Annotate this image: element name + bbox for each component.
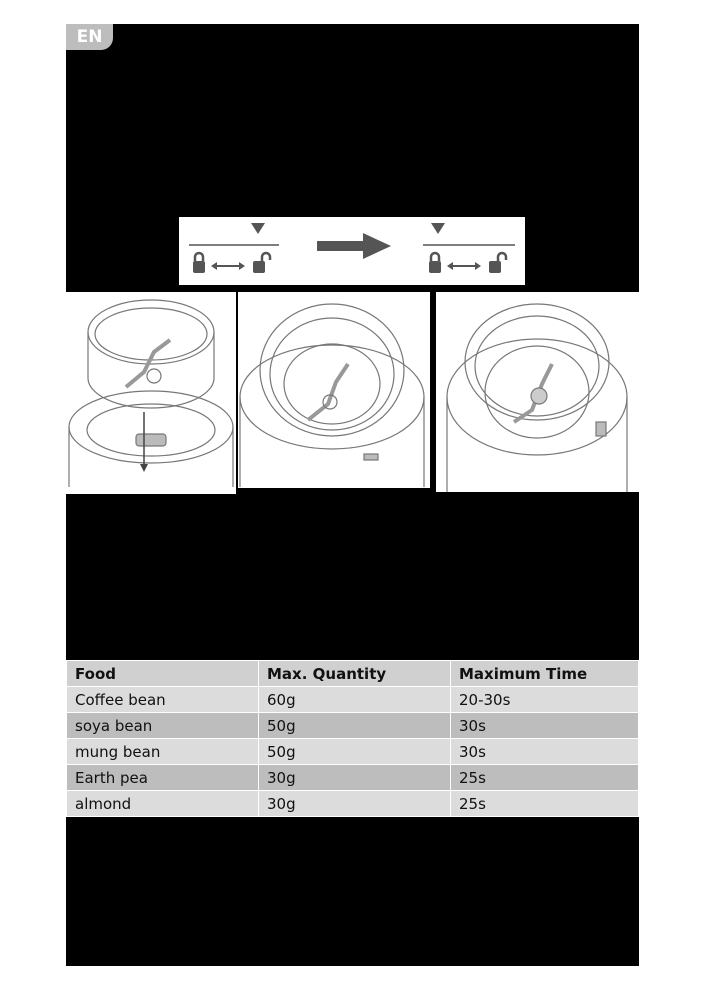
grinder-photo-insert (66, 292, 236, 494)
double-arrow-icon (211, 262, 245, 270)
table-cell: 30s (451, 739, 639, 765)
table-cell: 30g (259, 765, 451, 791)
grinder-photos (66, 292, 639, 492)
table-cell: 60g (259, 687, 451, 713)
table-cell: almond (67, 791, 259, 817)
table-row (67, 713, 639, 739)
table-row (67, 791, 639, 817)
triangle-marker-icon (431, 223, 445, 234)
table-cell: 20-30s (451, 687, 639, 713)
triangle-marker-icon (251, 223, 265, 234)
table-cell: mung bean (67, 739, 259, 765)
grinder-locked-illustration (436, 292, 639, 492)
unlock-icon (489, 253, 506, 273)
table-cell: Coffee bean (67, 687, 259, 713)
table-row (67, 739, 639, 765)
food-table (66, 660, 639, 817)
table-cell: 25s (451, 765, 639, 791)
grinder-photo-locked (436, 292, 639, 492)
lock-diagram-svg (179, 217, 525, 285)
lock-icon (429, 253, 441, 273)
grinder-photo-inserted (238, 292, 430, 488)
language-badge: EN (66, 24, 113, 50)
lock-icon (193, 253, 205, 273)
lock-group-right (423, 223, 515, 273)
right-arrow-icon (317, 233, 391, 259)
table-cell: 30s (451, 713, 639, 739)
lock-diagram (179, 217, 525, 285)
unlock-icon (253, 253, 270, 273)
table-header-row (67, 661, 639, 687)
table-cell: soya bean (67, 713, 259, 739)
table-header-food: Food (67, 661, 259, 687)
table-header-quantity: Max. Quantity (259, 661, 451, 687)
table-cell: Earth pea (67, 765, 259, 791)
table-cell: 25s (451, 791, 639, 817)
manual-page (66, 24, 639, 966)
lock-group-left (189, 223, 279, 273)
table-header-time: Maximum Time (451, 661, 639, 687)
table-cell: 50g (259, 713, 451, 739)
grinder-inserted-illustration (238, 292, 430, 488)
table-row (67, 765, 639, 791)
table-cell: 30g (259, 791, 451, 817)
table-cell: 50g (259, 739, 451, 765)
table-row (67, 687, 639, 713)
double-arrow-icon (447, 262, 481, 270)
grinder-insert-illustration (66, 292, 236, 494)
